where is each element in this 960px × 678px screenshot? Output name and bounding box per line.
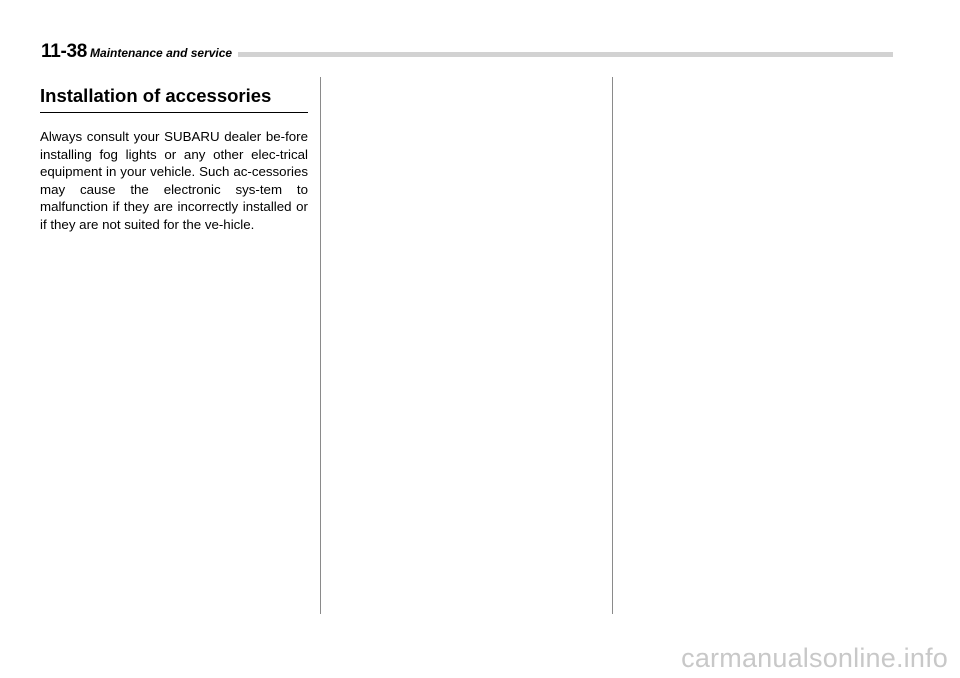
- column-divider-right: [612, 77, 613, 614]
- page-number: 11-38: [41, 41, 88, 62]
- page-header: [41, 42, 893, 62]
- left-column: [40, 84, 308, 234]
- section-heading: Installation of accessories: [40, 84, 308, 113]
- column-divider-left: [320, 77, 321, 614]
- body-paragraph: Always consult your SUBARU dealer be-fore installing fog lights or any other elec-trical equipment in your vehicle. Such ac-cessories may cause the electronic sys-tem to malfunction if they are incorrectly installed or if they are not suited for the ve-hicle.: [40, 129, 308, 232]
- header-label: [41, 42, 238, 63]
- section-title: Maintenance and service: [90, 46, 233, 60]
- watermark: carmanualsonline.info: [681, 643, 948, 673]
